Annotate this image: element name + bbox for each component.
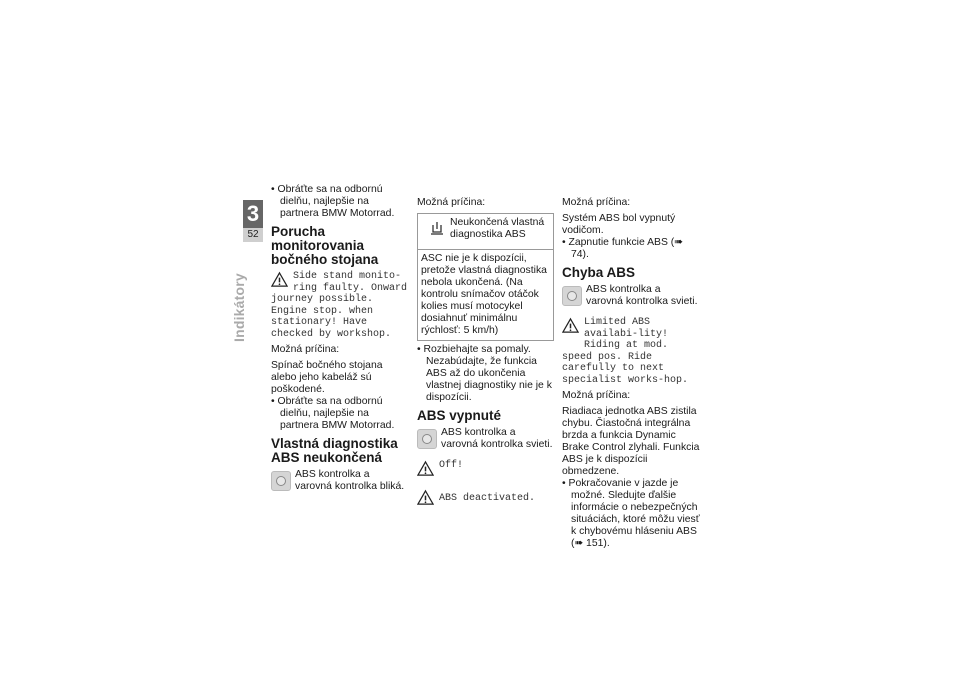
indicator-text: ABS kontrolka a varovná kontrolka svieti.	[441, 427, 553, 450]
warning-triangle-icon	[562, 317, 579, 334]
warning-message	[417, 489, 555, 509]
bullet-item: • Rozbiehajte sa pomaly. Nezabúdajte, že funkcia ABS až do ukončenia vlastnej diagnostiky nie je k dispozícii.	[417, 344, 552, 403]
info-box-header	[418, 214, 553, 250]
warning-message	[417, 460, 555, 486]
warning-triangle-icon	[417, 489, 434, 506]
cause-label: Možná príčina:	[562, 197, 631, 208]
diagnostic-icon	[430, 220, 444, 236]
section-heading: Chyba ABS	[562, 265, 636, 280]
info-box-title: Neukončená vlastná diagnostika ABS	[450, 217, 545, 240]
abs-lamp-icon	[271, 471, 291, 491]
cause-label: Možná príčina:	[417, 197, 486, 208]
chapter-label: Indikátory	[231, 273, 247, 342]
bullet-item: • Obráťte sa na odbornú dielňu, najlepšie na partnera BMW Motorrad.	[271, 396, 395, 431]
cause-text: Systém ABS bol vypnutý vodičom.	[562, 213, 676, 236]
page-number: 52	[243, 228, 263, 242]
warning-text: ABS deactivated.	[439, 493, 536, 504]
warning-text: Off!	[439, 460, 464, 471]
indicator-row	[562, 284, 700, 314]
column-3	[562, 197, 700, 550]
indicator-row	[417, 427, 555, 457]
chapter-number: 3	[243, 200, 263, 228]
info-box	[417, 213, 554, 341]
warning-triangle-icon	[417, 460, 434, 477]
warning-message	[271, 271, 409, 340]
warning-text: Limited ABS availabi-lity! Riding at mod.	[584, 317, 669, 351]
cause-text: Riadiaca jednotka ABS zistila chybu. Čiastočná integrálna brzda a funkcia Dynamic Brake Control zlyhali. Funkcia ABS je k dispozícii obmedzene.	[562, 406, 700, 477]
warning-message	[562, 317, 700, 386]
column-2	[417, 197, 555, 509]
bullet-item: • Zapnutie funkcie ABS (➠ 74).	[562, 237, 683, 260]
section-heading: ABS vypnuté	[417, 408, 502, 423]
warning-text-cont: journey possible. Engine stop. when stationary! Have checked by workshop.	[271, 294, 392, 340]
column-1	[271, 184, 409, 499]
warning-text: Side stand monito-ring faulty. Onward	[293, 271, 408, 294]
cause-label: Možná príčina:	[562, 390, 631, 401]
cause-label: Možná príčina:	[271, 344, 340, 355]
warning-triangle-icon	[271, 271, 288, 288]
abs-lamp-icon	[562, 286, 582, 306]
section-heading: Porucha monitorovania bočného stojana	[271, 224, 379, 267]
bullet-item: • Pokračovanie v jazde je možné. Sledujte ďalšie informácie o nebezpečných situáciách, ktoré môžu viesť k chybovému hláseniu ABS (➠ 151).	[562, 478, 700, 549]
indicator-row	[271, 469, 409, 499]
indicator-text: ABS kontrolka a varovná kontrolka svieti.	[586, 284, 698, 307]
indicator-text: ABS kontrolka a varovná kontrolka bliká.	[295, 469, 405, 492]
abs-lamp-icon	[417, 429, 437, 449]
cause-text: Spínač bočného stojana alebo jeho kabeláž sú poškodené.	[271, 360, 383, 395]
info-box-body: ASC nie je k dispozícii, pretože vlastná diagnostika nebola ukončená. (Na kontrolu snímačov otáčok kolies musí motocykel dosiahnuť minimálnu rýchlosť: 5 km/h)	[421, 253, 547, 336]
warning-text-cont: speed pos. Ride carefully to next specialist works-hop.	[562, 351, 689, 386]
bullet-item: • Obráťte sa na odbornú dielňu, najlepšie na partnera BMW Motorrad.	[271, 184, 395, 219]
section-heading: Vlastná diagnostika ABS neukončená	[271, 436, 398, 465]
